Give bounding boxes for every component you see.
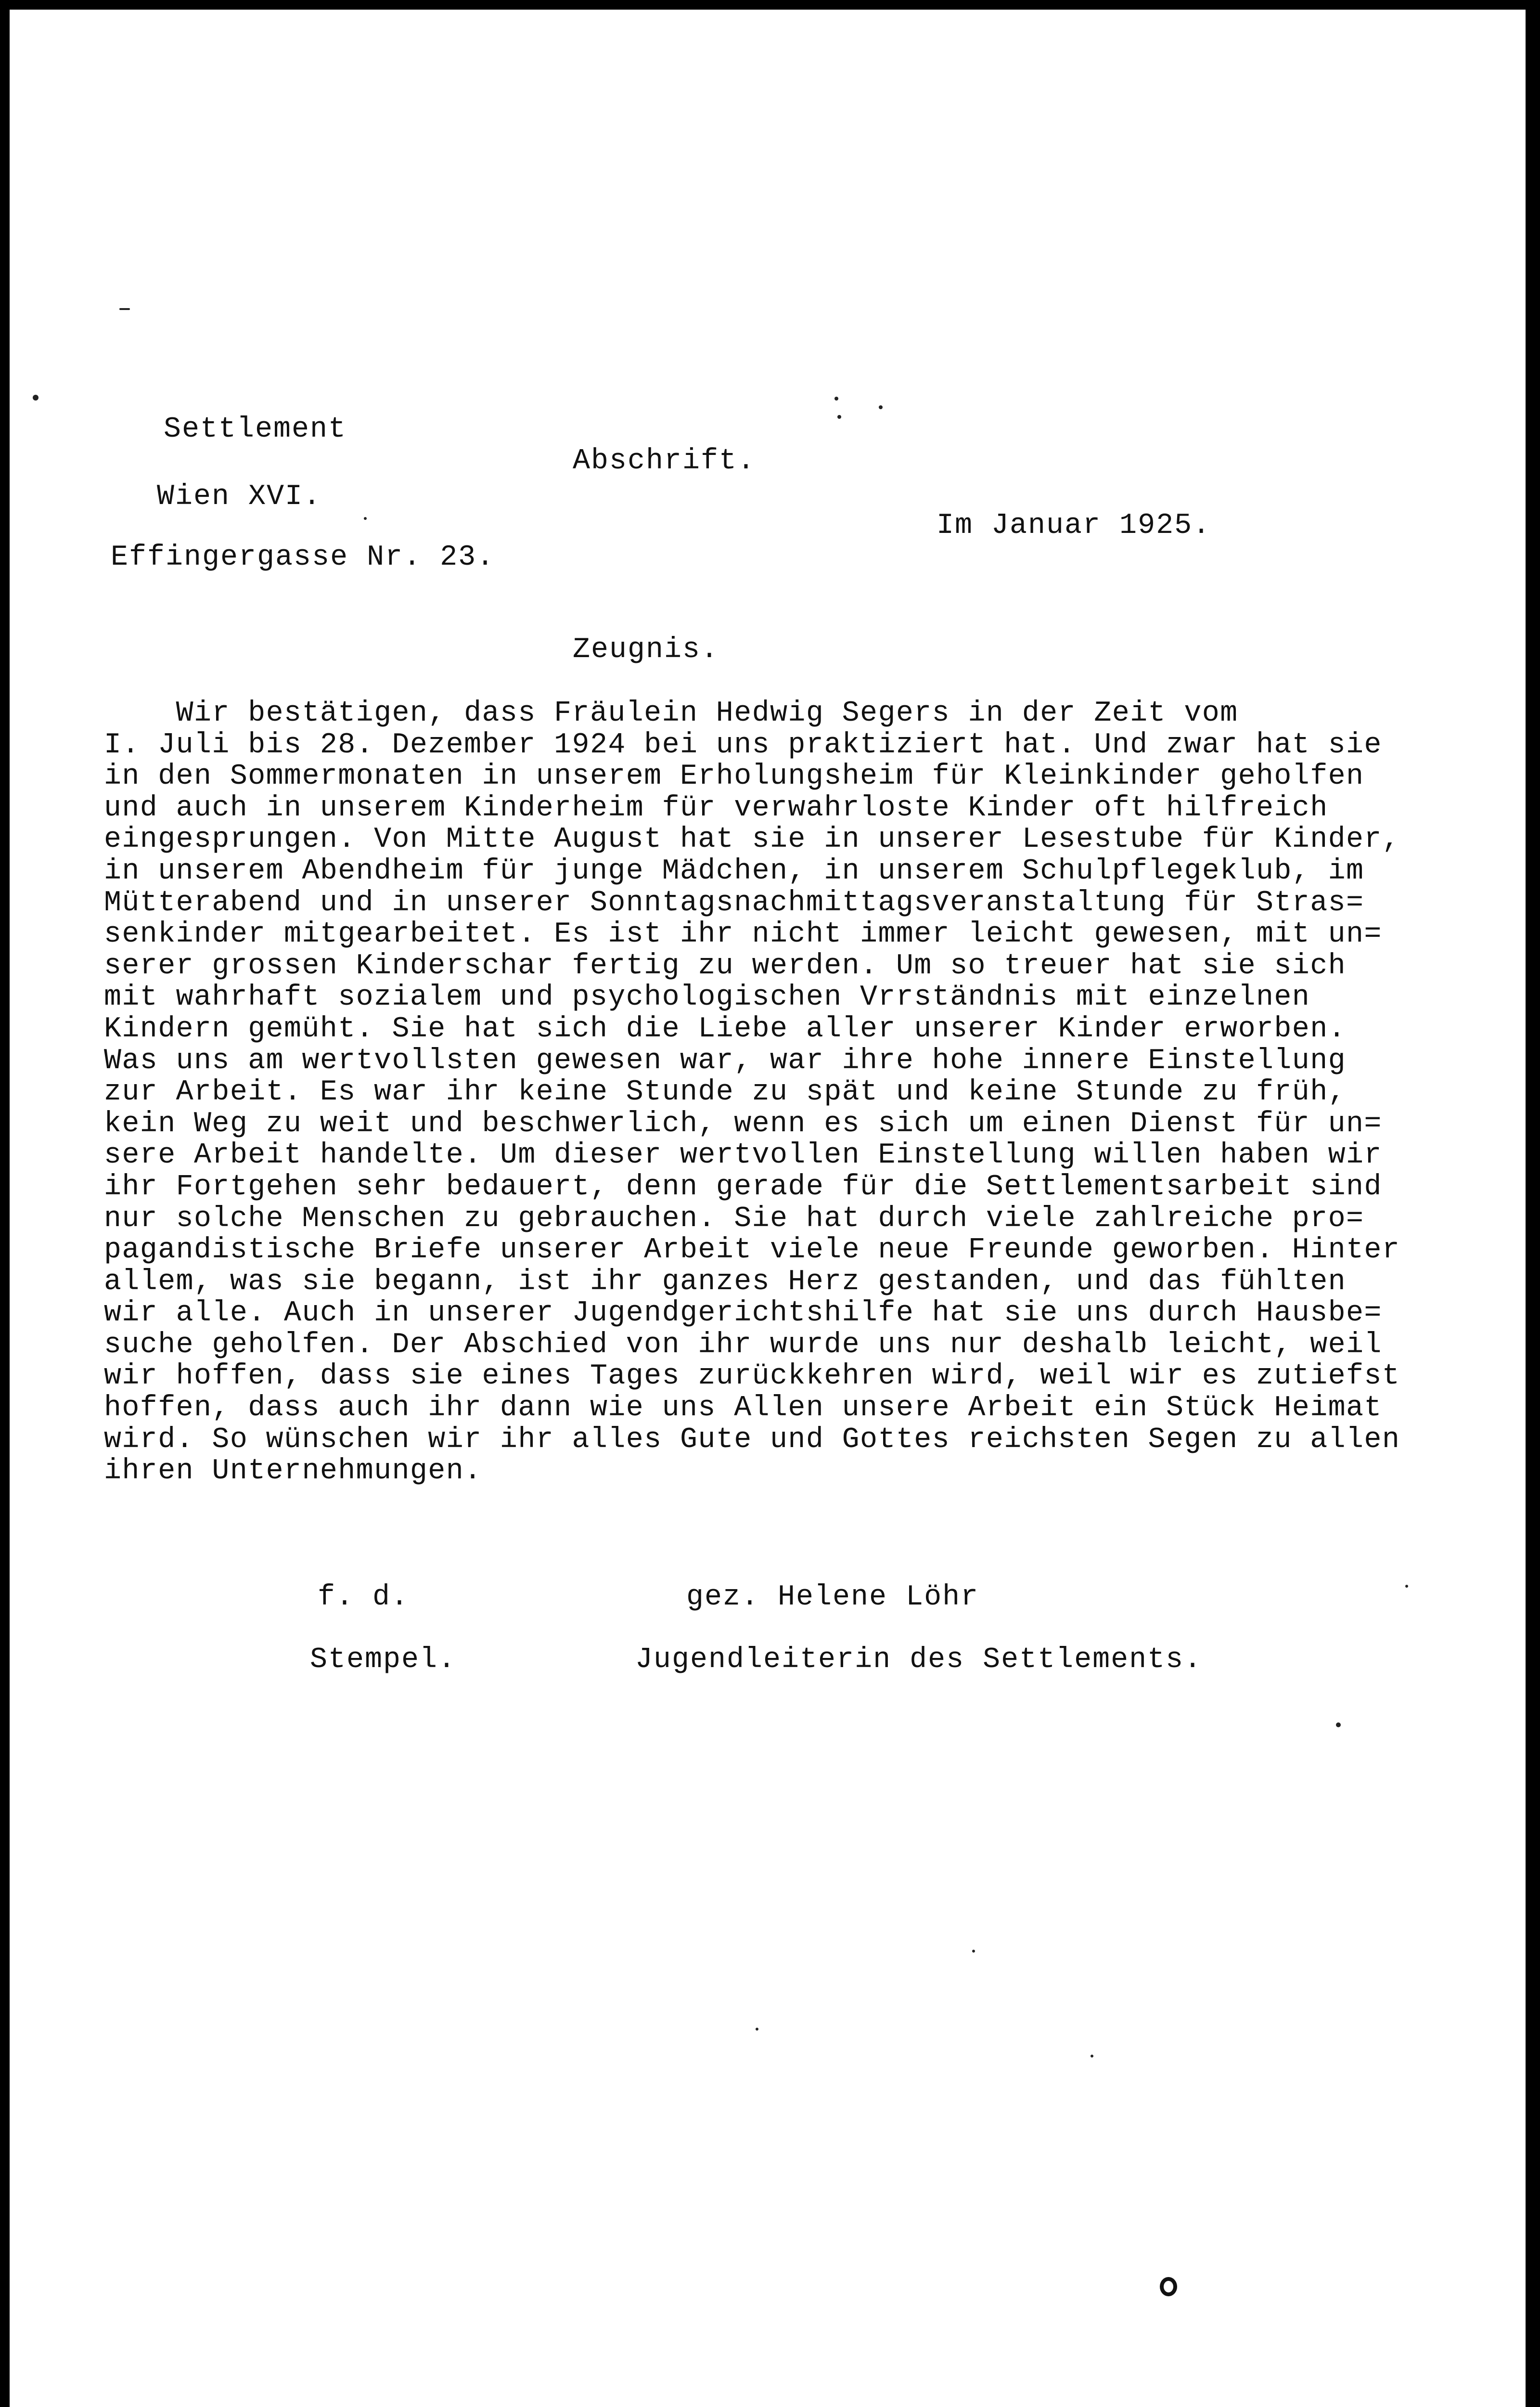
scan-speck xyxy=(756,2028,758,2031)
copy-label: Abschrift. xyxy=(573,445,756,478)
scan-speck xyxy=(1336,1722,1341,1727)
body-line: pagandistische Briefe unserer Arbeit viele neue Freunde geworben. Hinter xyxy=(104,1234,1400,1267)
body-line: hoffen, dass auch ihr dann wie uns Allen unsere Arbeit ein Stück Heimat xyxy=(104,1392,1382,1425)
scan-speck xyxy=(364,517,367,520)
sender-name: Settlement xyxy=(164,413,347,446)
scan-speck xyxy=(834,397,838,401)
reference-body xyxy=(104,698,1451,1488)
stray-ink-mark xyxy=(1160,2277,1177,2296)
body-line: ihr Fortgehen sehr bedauert, denn gerade für die Settlementsarbeit sind xyxy=(104,1170,1382,1204)
sender-address: Effingergasse Nr. 23. xyxy=(111,541,495,574)
scan-speck xyxy=(837,415,841,419)
scan-speck xyxy=(119,308,130,310)
signature-name: gez. Helene Löhr xyxy=(686,1581,979,1614)
document-date: Im Januar 1925. xyxy=(937,509,1211,542)
body-line: Wir bestätigen, dass Fräulein Hedwig Segers in der Zeit vom xyxy=(104,697,1238,730)
body-line: kein Weg zu weit und beschwerlich, wenn es sich um einen Dienst für un= xyxy=(104,1107,1382,1140)
scan-speck xyxy=(972,1950,975,1953)
body-line: zur Arbeit. Es war ihr keine Stunde zu spät und keine Stunde zu früh, xyxy=(104,1076,1347,1109)
body-line: in den Sommermonaten in unserem Erholungsheim für Kleinkinder geholfen xyxy=(104,760,1364,793)
signature-on-behalf: f. d. xyxy=(318,1581,410,1614)
signature-role: Jugendleiterin des Settlements. xyxy=(635,1643,1203,1676)
body-line: suche geholfen. Der Abschied von ihr wurde uns nur deshalb leicht, weil xyxy=(104,1328,1382,1361)
body-line: und auch in unserem Kinderheim für verwahrloste Kinder oft hilfreich xyxy=(104,791,1328,825)
body-line: mit wahrhaft sozialem und psychologischen Vrrständnis mit einzelnen xyxy=(104,981,1310,1014)
stamp-label: Stempel. xyxy=(310,1643,457,1676)
body-line: ihren Unternehmungen. xyxy=(104,1455,482,1488)
sender-city: Wien XVI. xyxy=(157,480,322,513)
body-line: sere Arbeit handelte. Um dieser wertvollen Einstellung willen haben wir xyxy=(104,1139,1382,1172)
scan-speck xyxy=(33,395,38,401)
scan-speck xyxy=(879,405,883,409)
body-line: eingesprungen. Von Mitte August hat sie in unserer Lesestube für Kinder, xyxy=(104,823,1400,856)
body-line: nur solche Menschen zu gebrauchen. Sie hat durch viele zahlreiche pro= xyxy=(104,1202,1364,1235)
scan-speck xyxy=(1405,1585,1408,1588)
body-line: serer grossen Kinderschar fertig zu werden. Um so treuer hat sie sich xyxy=(104,949,1347,983)
body-line: Was uns am wertvollsten gewesen war, war ihre hohe innere Einstellung xyxy=(104,1044,1347,1077)
document-title: Zeugnis. xyxy=(573,634,719,666)
scan-speck xyxy=(1091,2055,1093,2058)
body-line: in unserem Abendheim für junge Mädchen, in unserem Schulpflegeklub, im xyxy=(104,854,1364,888)
document-page xyxy=(10,10,1526,2407)
body-line: Kindern gemüht. Sie hat sich die Liebe aller unserer Kinder erworben. xyxy=(104,1012,1347,1046)
body-line: senkinder mitgearbeitet. Es ist ihr nicht immer leicht gewesen, mit un= xyxy=(104,918,1382,951)
body-line: wird. So wünschen wir ihr alles Gute und Gottes reichsten Segen zu allen xyxy=(104,1423,1400,1456)
body-line: allem, was sie begann, ist ihr ganzes Herz gestanden, und das fühlten xyxy=(104,1265,1347,1298)
body-line: Mütterabend und in unserer Sonntagsnachmittagsveranstaltung für Stras= xyxy=(104,886,1364,919)
body-line: I. Juli bis 28. Dezember 1924 bei uns praktiziert hat. Und zwar hat sie xyxy=(104,728,1382,762)
body-line: wir alle. Auch in unserer Jugendgerichtshilfe hat sie uns durch Hausbe= xyxy=(104,1297,1382,1330)
body-line: wir hoffen, dass sie eines Tages zurückkehren wird, weil wir es zutiefst xyxy=(104,1360,1400,1393)
